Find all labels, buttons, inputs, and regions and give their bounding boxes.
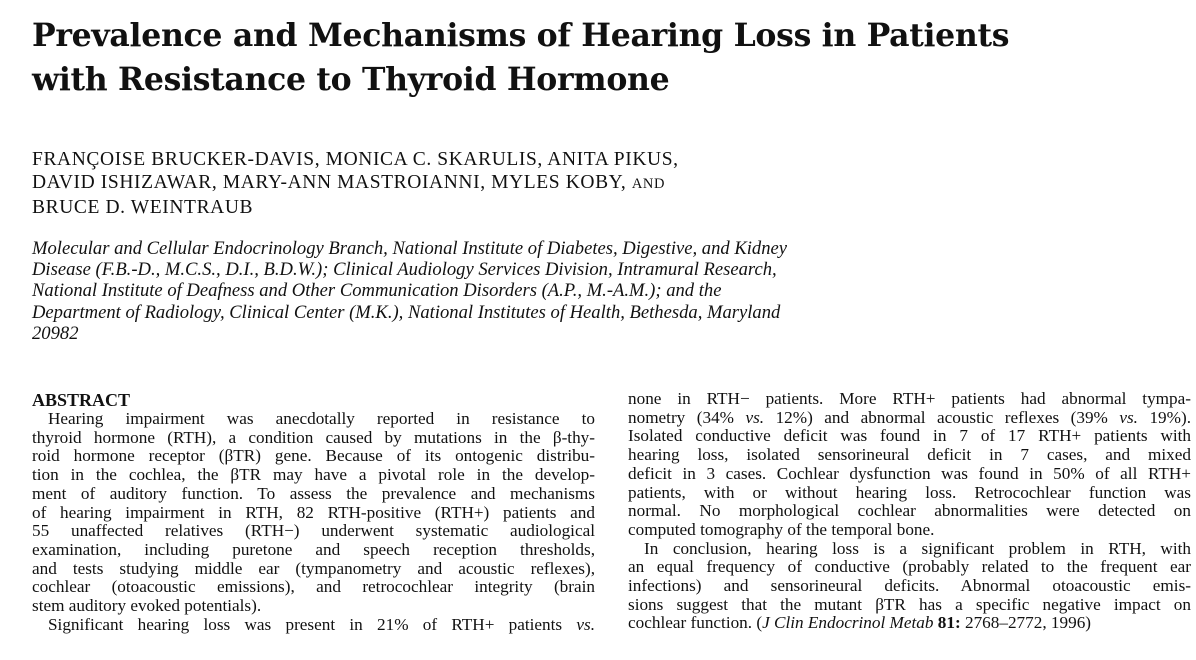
abstract-line: roid hormone receptor (βTR) gene. Because of its ontogenic distribu- [32,447,595,466]
abstract-line: Significant hearing loss was present in 21% of RTH+ patients vs. [48,615,595,634]
abstract-line: cochlear (otoacoustic emissions), and retrocochlear integrity (brain [32,578,595,597]
abstract-line: Isolated conductive deficit was found in 7 of 17 RTH+ patients with [628,427,1191,446]
title-line: with Resistance to Thyroid Hormone [32,61,670,98]
abstract-line: tion in the cochlea, the βTR may have a pivotal role in the develop- [32,466,595,485]
affiliation-line: Molecular and Cellular Endocrinology Branch, National Institute of Diabetes, Digestive, and Kidney [32,238,788,259]
abstract-heading: ABSTRACT [32,390,131,410]
abstract-line: an equal frequency of conductive (probably related to the frequent ear [628,558,1191,577]
abstract-right-text [628,390,1191,633]
abstract-line: cochlear function. (J Clin Endocrinol Metab 81: 2768–2772, 1996) [628,614,1092,633]
affiliation-line: 20982 [32,322,79,344]
abstract-line: 55 unaffected relatives (RTH−) underwent systematic audiological [32,522,595,541]
abstract-left-column [32,390,595,634]
author-line-text: DAVID ISHIZAWAR, MARY-ANN MASTROIANNI, MYLES KOBY, [32,172,627,193]
abstract-line: thyroid hormone (RTH), a condition caused by mutations in the β-thy- [32,428,595,447]
abstract-left-text [32,410,595,634]
abstract-line: normal. No morphological cochlear abnormalities were detected on [628,502,1191,521]
abstract-line: ment of auditory function. To assess the prevalence and mechanisms [32,484,595,503]
abstract-line: none in RTH− patients. More RTH+ patients had abnormal tympa- [628,390,1191,408]
affiliation-line: Department of Radiology, Clinical Center (M.K.), National Institutes of Health, Bethesda, Maryland [32,301,781,323]
abstract-line: examination, including puretone and speech reception thresholds, [32,540,595,559]
abstract-line: patients, with or without hearing loss. Retrocochlear function was [628,483,1191,502]
author-line [32,171,679,196]
affiliation [32,238,787,344]
author-conjunction: AND [631,176,666,192]
author-line: FRANÇOISE BRUCKER-DAVIS, MONICA C. SKARULIS, ANITA PIKUS, [32,149,679,170]
abstract-line: of hearing impairment in RTH, 82 RTH-positive (RTH+) patients and [32,503,595,522]
author-list [32,148,679,219]
abstract-right-column [628,390,1191,633]
abstract-line: stem auditory evoked potentials). [32,597,262,616]
abstract-line: nometry (34% vs. 12%) and abnormal acoustic reflexes (39% vs. 19%). [628,408,1191,427]
abstract-line: deficit in 3 cases. Cochlear dysfunction was found in 50% of all RTH+ [628,464,1191,483]
abstract-line: Hearing impairment was anecdotally reported in resistance to [48,410,595,428]
paper-title [32,14,1192,102]
affiliation-line: National Institute of Deafness and Other Communication Disorders (A.P., M.-A.M.); and the [32,280,722,302]
abstract-line: sions suggest that the mutant βTR has a specific negative impact on [628,595,1191,614]
title-line: Prevalence and Mechanisms of Hearing Loss in Patients [32,17,1010,54]
affiliation-line: Disease (F.B.-D., M.C.S., D.I., B.D.W.); Clinical Audiology Services Division, Intramural Research, [32,259,777,281]
abstract-line: infections) and sensorineural deficits. Abnormal otoacoustic emis- [628,577,1191,596]
abstract-line: computed tomography of the temporal bone. [628,520,935,539]
abstract-line: In conclusion, hearing loss is a significant problem in RTH, with [644,539,1191,558]
abstract-line: and tests studying middle ear (tympanometry and acoustic reflexes), [32,559,595,578]
author-line: BRUCE D. WEINTRAUB [32,197,254,218]
abstract-line: hearing loss, isolated sensorineural deficit in 7 cases, and mixed [628,446,1191,465]
